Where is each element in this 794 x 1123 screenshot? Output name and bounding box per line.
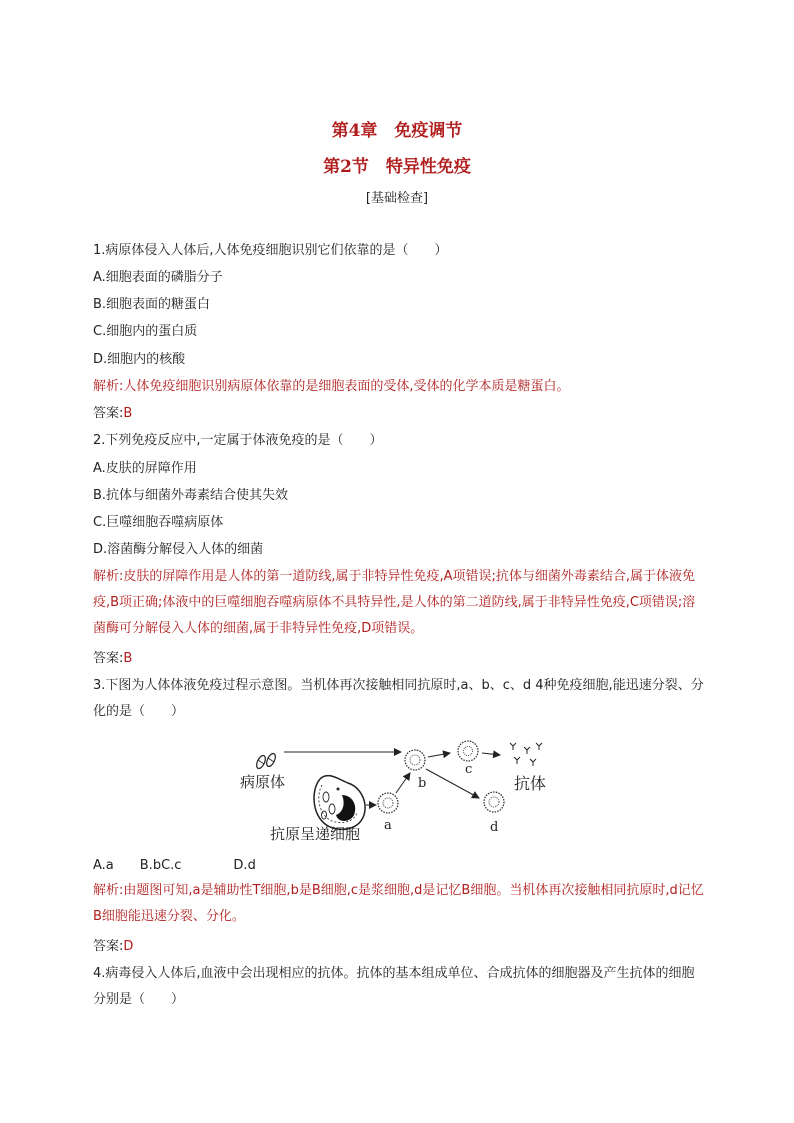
question-1-answer: [93, 405, 713, 423]
answer-label: 答案:: [93, 939, 124, 954]
pathogen-icon: [255, 752, 277, 770]
analysis-text: 由题图可知,a是辅助性T细胞,b是B细胞,c是浆细胞,d是记忆B细胞。当机体再次接触相同抗原时,d记忆B细胞能迅速分裂、分化。: [93, 883, 704, 924]
antibody-label: 抗体: [514, 774, 547, 793]
cell-a-label: a: [384, 818, 392, 833]
question-3-analysis: [93, 878, 705, 930]
pathogen-label: 病原体: [240, 773, 286, 791]
answer-value: B: [123, 406, 133, 421]
question-2-option-c: C.巨噬细胞吞噬病原体: [93, 515, 224, 530]
humoral-immunity-diagram: [238, 735, 568, 850]
section-tag: [基础检查]: [365, 191, 429, 206]
answer-label: 答案:: [93, 406, 124, 421]
question-1-analysis: [93, 378, 713, 396]
answer-value: D: [123, 939, 134, 954]
question-3-stem: 3.下图为人体体液免疫过程示意图。当机体再次接触相同抗原时,a、b、c、d 4种免疫细胞,能迅速分裂、分化的是（ ）: [93, 678, 704, 719]
question-3-answer: [93, 938, 713, 956]
question-2-option-b: B.抗体与细菌外毒素结合使其失效: [93, 488, 289, 503]
question-2-stem: 2.下列免疫反应中,一定属于体液免疫的是（ ）: [93, 433, 383, 448]
cell-b-icon: [405, 750, 425, 770]
cell-c-icon: [458, 741, 478, 761]
question-1-option-d: D.细胞内的核酸: [93, 352, 186, 367]
question-1-option-b: B.细胞表面的糖蛋白: [93, 297, 211, 312]
answer-value: B: [123, 651, 133, 666]
question-2-option-d: D.溶菌酶分解侵入人体的细菌: [93, 542, 264, 557]
question-2-option-a: A.皮肤的屏障作用: [93, 461, 197, 476]
analysis-text: 人体免疫细胞识别病原体依靠的是细胞表面的受体,受体的化学本质是糖蛋白。: [123, 379, 570, 394]
cell-d-label: d: [490, 820, 499, 835]
cell-b-label: b: [418, 776, 427, 791]
arrow-c-to-antibody: [482, 753, 500, 755]
question-1-option-c: C.细胞内的蛋白质: [93, 324, 198, 339]
question-2-analysis: [93, 564, 705, 642]
cell-c-label: c: [465, 762, 473, 777]
question-3-options: A.a B.bC.c D.d: [93, 858, 256, 873]
question-1-option-a: A.细胞表面的磷脂分子: [93, 270, 223, 285]
question-4-stem: 4.病毒侵入人体后,血液中会出现相应的抗体。抗体的基本组成单位、合成抗体的细胞器及产生抗体的细胞分别是（ ）: [93, 966, 695, 1007]
apc-cell-icon: [314, 776, 365, 830]
analysis-label: 解析:: [93, 379, 124, 394]
cell-d-icon: [484, 792, 504, 812]
question-1-stem: 1.病原体侵入人体后,人体免疫细胞识别它们依靠的是（ ）: [93, 243, 448, 258]
section-title: 第2节 特异性免疫: [323, 157, 471, 177]
analysis-text: 皮肤的屏障作用是人体的第一道防线,属于非特异性免疫,A项错误;抗体与细菌外毒素结合,属于体液免疫,B项正确;体液中的巨噬细胞吞噬病原体不具特异性,是人体的第二道防线,属于非特异性免疫,C项错误;溶菌酶可分解侵入人体的细菌,属于非特异性免疫,D项错误。: [93, 569, 696, 636]
chapter-title: 第4章 免疫调节: [331, 121, 463, 141]
cell-a-icon: [378, 793, 398, 813]
arrow-b-to-c: [428, 753, 450, 757]
arrow-a-to-b: [396, 773, 410, 793]
apc-label: 抗原呈递细胞: [270, 825, 361, 843]
question-2-answer: [93, 650, 713, 668]
answer-label: 答案:: [93, 651, 124, 666]
analysis-label: 解析:: [93, 569, 124, 584]
analysis-label: 解析:: [93, 883, 124, 898]
antibody-icon: [510, 743, 542, 766]
